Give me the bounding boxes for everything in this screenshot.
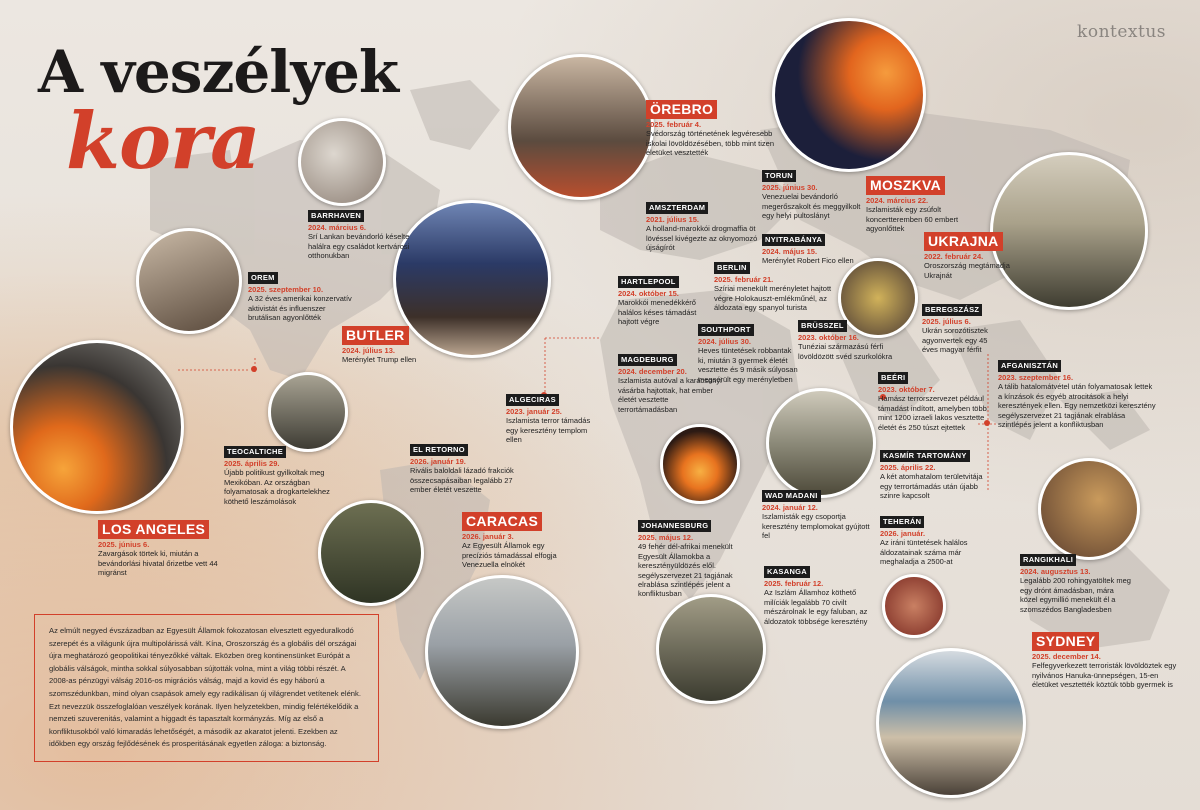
photo-barrhaven <box>298 118 386 206</box>
event-desc: Újabb politikust gyilkoltak meg Mexikóban. Az országban folyamatosak a drogkartelekhez köthető leszámolások <box>224 468 330 506</box>
event-desc: Iszlamisták egy csoportja keresztény templomokat gyújtott fel <box>762 512 870 541</box>
event-place: SOUTHPORT <box>698 324 754 336</box>
event-desc: A tálib hatalomátvétel után folyamatosak lettek a kínzások és egyéb atrocitások a helyi keresztények ellen. Egy nemzetközi keresztény segélyszervezet 21 tagjának elrablása szintlépés jelent a konfliktusban <box>998 382 1156 430</box>
event-desc: Rivális baloldali lázadó frakciók összecsapásaiban legalább 27 ember életét veszette <box>410 466 514 495</box>
photo-magdeburg <box>660 424 740 504</box>
event-amszterdam <box>646 202 758 253</box>
event-desc: Zavargások törtek ki, miután a bevándorlási hivatal őrizetbe vett 44 migránst <box>98 549 218 578</box>
event-date: 2023. január 25. <box>506 407 562 416</box>
event-date: 2025. április 22. <box>880 463 936 472</box>
event-desc: A 32 éves amerikai konzervatív aktivistát és influenszer brutálisan agyonlőtték <box>248 294 352 323</box>
event-afganisztan <box>998 360 1158 429</box>
event-desc: Venezuelai bevándorló megerőszakolt és meggyilkolt egy helyi pultoslányt <box>762 192 861 221</box>
event-place: OREM <box>248 272 278 284</box>
event-moszkva <box>866 176 974 234</box>
event-southport <box>698 324 798 384</box>
event-date: 2024. május 15. <box>762 247 818 256</box>
photo-teheran <box>882 574 946 638</box>
event-place: RANGIKHALI <box>1020 554 1076 566</box>
event-desc: A holland-marokkói drogmaffia öt lövéssel kivégezte az oknyomozó újságírót <box>646 224 758 253</box>
event-brusszel <box>798 320 898 361</box>
event-kasmir <box>880 450 988 501</box>
event-orebro <box>646 100 784 158</box>
event-rangikhali <box>1020 554 1132 614</box>
photo-rangikhali <box>1038 458 1140 560</box>
event-date: 2026. január. <box>880 529 926 538</box>
event-desc: Svédország történetének legvéresebb iskolai lövöldözésében, több mint tizen életüket vesztették <box>646 129 774 158</box>
event-date: 2024. július 30. <box>698 337 751 346</box>
event-date: 2024. március 6. <box>308 223 366 232</box>
event-date: 2025. április 29. <box>224 459 280 468</box>
event-date: 2026. január 3. <box>462 532 514 541</box>
photo-johannesburg <box>656 594 766 704</box>
event-johannesburg <box>638 520 754 599</box>
brand-logo: kontextus <box>1077 22 1166 42</box>
event-place: WAD MADANI <box>762 490 821 502</box>
event-date: 2026. január 19. <box>410 457 466 466</box>
event-desc: Az iráni tüntetések halálos áldozatainak száma már meghaladja a 2500-at <box>880 538 968 567</box>
photo-orebro <box>508 54 654 200</box>
event-place: MOSZKVA <box>866 176 945 195</box>
event-place: MAGDEBURG <box>618 354 677 366</box>
event-desc: Iszlamista terror támadás egy keresztény templom ellen <box>506 416 591 445</box>
event-place: AMSZTERDAM <box>646 202 708 214</box>
event-place: CARACAS <box>462 512 542 531</box>
event-date: 2025. június 30. <box>762 183 818 192</box>
event-desc: Szíriai menekült merényletet hajtott végre Holokauszt-emlékműnél, az áldozata egy spanyol turista <box>714 284 832 313</box>
event-desc: Tunéziai származású férfi lövöldözött svéd szurkolókra <box>798 342 893 361</box>
event-beregszasz <box>922 304 1002 355</box>
event-los-angeles <box>98 520 218 578</box>
event-place: UKRAJNA <box>924 232 1003 251</box>
photo-sydney <box>876 648 1026 798</box>
event-place: KASMÍR TARTOMÁNY <box>880 450 970 462</box>
event-ukrajna <box>924 232 1016 280</box>
photo-moszkva <box>772 18 926 172</box>
event-place: BEÉRI <box>878 372 908 384</box>
event-teheran <box>880 516 980 567</box>
event-wad-madani <box>762 490 874 541</box>
event-date: 2024. január 12. <box>762 503 818 512</box>
event-caracas <box>462 512 570 570</box>
photo-ukrajna <box>990 152 1148 310</box>
location-dot-butler <box>251 366 257 372</box>
event-place: BARRHAVEN <box>308 210 364 222</box>
event-place: BUTLER <box>342 326 409 345</box>
event-desc: Ukrán sorozótisztek agyonvertek egy 45 éves magyar férfit <box>922 326 988 355</box>
event-desc: Iszlamisták egy zsúfolt koncertteremben 60 embert agyonlőttek <box>866 205 959 234</box>
event-place: ALGECIRAS <box>506 394 559 406</box>
event-place: AFGANISZTÁN <box>998 360 1061 372</box>
event-place: SYDNEY <box>1032 632 1099 651</box>
event-desc: Heves tüntetések robbantak ki, miután 3 gyermek életét vesztette és 9 másik súlyosan megsérült egy merényletben <box>698 346 798 384</box>
event-desc: Az Egyesült Államok egy precíziós támadással elfogja Venezuella elnökét <box>462 541 557 570</box>
event-date: 2024. december 20. <box>618 367 687 376</box>
event-place: HARTLEPOOL <box>618 276 679 288</box>
event-desc: Marokkói menedékkérő halálos késes támadást hajtott végre <box>618 298 697 327</box>
event-place: LOS ANGELES <box>98 520 209 539</box>
event-desc: Oroszország megtámadja Ukrajnát <box>924 261 1010 280</box>
event-date: 2024. március 22. <box>866 196 929 205</box>
photo-el-retorno <box>318 500 424 606</box>
event-place: BERLIN <box>714 262 750 274</box>
event-barrhaven <box>308 210 428 261</box>
event-berlin <box>714 262 842 313</box>
event-date: 2023. szeptember 16. <box>998 373 1074 382</box>
photo-beeri <box>766 388 876 498</box>
event-date: 2025. július 6. <box>922 317 971 326</box>
event-desc: Iszlamista autóval a karácsonyi vásárba hajtottak, hat ember életét vesztette terrortámadásban <box>618 376 722 414</box>
event-place: KASANGA <box>764 566 810 578</box>
event-place: TORUN <box>762 170 796 182</box>
event-place: TEHERÁN <box>880 516 924 528</box>
photo-teocaltiche <box>268 372 348 452</box>
event-desc: Merénylet Trump ellen <box>342 355 417 365</box>
event-beeri <box>878 372 990 432</box>
event-date: 2025. május 12. <box>638 533 694 542</box>
event-el-retorno <box>410 444 530 495</box>
event-place: ÖREBRO <box>646 100 717 119</box>
page-title-accent: kora <box>66 96 260 187</box>
event-desc: Hamász terrorszervezet például támadást indított, amelyben több mint 1200 izraeli lakos vesztette életét és 250 túszt ejtettek <box>878 394 987 432</box>
event-place: TEOCALTICHE <box>224 446 286 458</box>
event-desc: Legalább 200 rohingyatöltek meg egy drónt ámadásban, mára közel egymillió menekült él a szomszédos Bangladesben <box>1020 576 1131 614</box>
event-date: 2024. október 15. <box>618 289 679 298</box>
event-desc: Merénylet Robert Fico ellen <box>762 256 854 266</box>
event-torun <box>762 170 862 221</box>
event-desc: Az Iszlám Államhoz köthető milíciák legalább 70 civilt mészárolnak le egy faluban, az áldozatok többsége keresztény <box>764 588 868 626</box>
event-desc: A két atomhatalom területvitája egy terrortámadás után újabb szinre kapcsolt <box>880 472 983 501</box>
event-desc: 49 fehér dél-afrikai menekült Egyesült Államokba a keresztényüldözés elől. segélyszervezet 21 tagjának elrablása szintlépés jelent a konfliktusban <box>638 542 733 599</box>
event-place: BEREGSZÁSZ <box>922 304 982 316</box>
event-place: NYITRABÁNYA <box>762 234 825 246</box>
event-orem <box>248 272 360 323</box>
event-date: 2025. február 12. <box>764 579 824 588</box>
event-date: 2025. február 4. <box>646 120 702 129</box>
event-date: 2021. július 15. <box>646 215 699 224</box>
event-desc: Srí Lankan bevándorló késelte halálra egy családot kertvárosi otthonukban <box>308 232 410 261</box>
intro-text-box: Az elmúlt negyed évszázadban az Egyesült Államok fokozatosan elvesztett egyeduralkodó szerepét és a világunk újra multipolárissá vált. Kína, Oroszország és a globális dél országai újra meghatározó geopolitikai tényezőkké váltak. Eközben öreg kontinensünket Európát a globális válságok, mintha sokkal súlyosabban sújtották volna, mint a világ többi részét. A 2008-as pénzügyi válság 2016-os migrációs válság, majd a kovid és egy háború a szomszédunkban, mind olyan csapások amely egy radikálisan új világrendet vetítenek elénk. Ezt nevezzük összefoglalóan veszélyek korának. Ilyen helyzetekben, mindig felértékelődik a nemzeti szuverenitás, valamint a higgadt és tapasztalt kormányzás. Míg az első a konfliktusokból való kimaradás lehetőségét, a második az akaratot jelenti. Ezekben az időkben egy ország fejlődésének és prosperitásának egyetlen záloga: a biztonság. <box>34 614 379 762</box>
event-teocaltiche <box>224 446 344 506</box>
event-date: 2024. augusztus 13. <box>1020 567 1091 576</box>
event-place: EL RETORNO <box>410 444 468 456</box>
event-date: 2022. február 24. <box>924 252 984 261</box>
event-sydney <box>1032 632 1180 690</box>
event-hartlepool <box>618 276 718 327</box>
event-butler <box>342 326 442 365</box>
photo-orem <box>136 228 242 334</box>
event-date: 2025. szeptember 10. <box>248 285 324 294</box>
photo-caracas <box>425 575 579 729</box>
event-place: BRÜSSZEL <box>798 320 847 332</box>
event-date: 2023. október 7. <box>878 385 935 394</box>
event-date: 2023. október 16. <box>798 333 859 342</box>
event-date: 2024. július 13. <box>342 346 395 355</box>
event-desc: Felfegyverkezett terroristák lövöldöztek egy nyilvános Hanuka-ünnepségen, 15-en életüket vesztették köztük több gyermek is <box>1032 661 1177 690</box>
event-date: 2025. június 6. <box>98 540 150 549</box>
photo-los-angeles <box>10 340 184 514</box>
event-place: JOHANNESBURG <box>638 520 711 532</box>
event-kasanga <box>764 566 874 626</box>
event-date: 2025. december 14. <box>1032 652 1101 661</box>
page-title: A veszélyek <box>38 38 399 106</box>
event-date: 2025. február 21. <box>714 275 774 284</box>
event-algeciras <box>506 394 602 445</box>
